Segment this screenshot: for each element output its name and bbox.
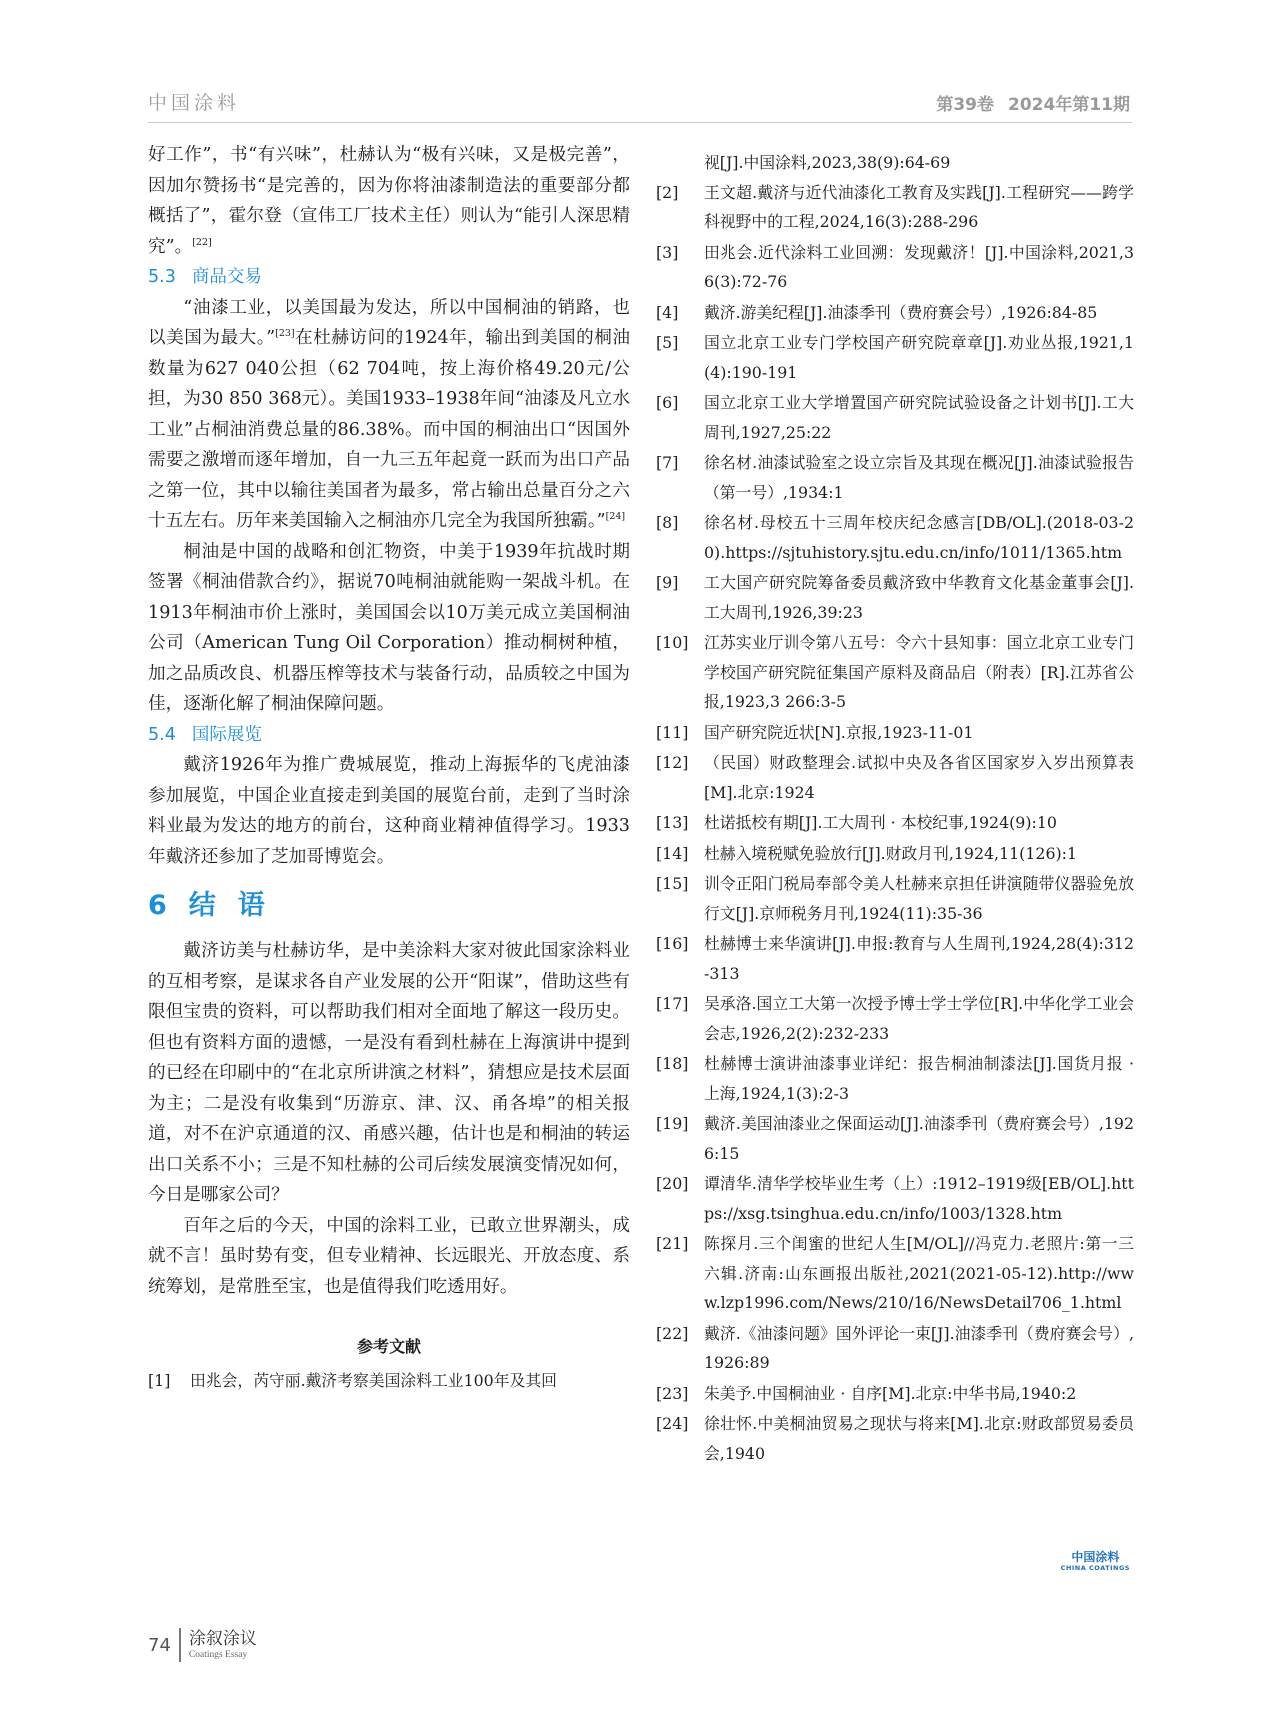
- page-number: 74: [148, 1634, 171, 1656]
- reference-item: [17] 吴承洛.国立工大第一次授予博士学士学位[R].中华化学工业会会志,1926,2(2):232-233: [656, 994, 1134, 1043]
- reference-item: [9] 工大国产研究院筹备委员戴济致中华教育文化基金董事会[J].工大周刊,1926,39:23: [656, 573, 1134, 622]
- reference-item: [11] 国产研究院近状[N].京报,1923-11-01: [656, 722, 974, 742]
- paragraph: “油漆工业，以美国最为发达，所以中国桐油的销路，也以美国为最大。”[23]在杜赫访问的1924年，输出到美国的桐油数量为627 040公担（62 704吨，按上海价格49.20元/公担，为30 850 368元）。美国1933–1938年间“油漆及凡立水工业”占桐油消费总量的86.38%。而中国的桐油出口“因国外需要之激增而逐年增加，自一九三五年起竟一跃而为出口产品之第一位，其中以输往美国者为最多，常占输出总量百分之六十五左右。历年来美国输入之桐油亦几完全为我国所独霸。”[24]: [148, 297, 630, 531]
- citation: [22]: [192, 236, 212, 248]
- reference-item: [14] 杜赫入境税赋免验放行[J].财政月刊,1924,11(126):1: [656, 843, 1078, 863]
- paragraph: 好工作”，书“有兴味”，杜赫认为“极有兴味，又是极完善”，因加尔赞扬书“是完善的，因为你将油漆制造法的重要部分都概括了”，霍尔登（宣伟工厂技术主任）则认为“能引人深思精究”。[22]: [148, 145, 630, 257]
- reference-item: [22] 戴济.《油漆问题》国外评论一束[J].油漆季刊（费府赛会号）,1926:89: [656, 1323, 1134, 1372]
- reference-item: [8] 徐名材.母校五十三周年校庆纪念感言[DB/OL].(2018-03-20).https://sjtuhistory.sjtu.edu.cn/info/1011/1365.htm: [656, 513, 1134, 562]
- right-column: [656, 148, 1134, 1469]
- china-coatings-logo: 中国涂料 CHINA COATINGS: [1060, 1550, 1130, 1572]
- reference-item: [21] 陈探月.三个闺蜜的世纪人生[M/OL]//冯克力.老照片:第一三六辑.济南:山东画报出版社,2021(2021-05-12).http://www.lzp1996.com/News/210/16/NewsDetail706_1.html: [656, 1234, 1134, 1312]
- journal-name: 中国涂料: [148, 92, 241, 114]
- section-heading-6: 6 结语: [148, 890, 287, 921]
- reference-item: [10] 江苏实业厅训令第八五号：令六十县知事：国立北京工业专门学校国产研究院征集国产原料及商品启（附表）[R].江苏省公报,1923,3 266:3-5: [656, 633, 1134, 711]
- references-title: 参考文献: [356, 1337, 421, 1356]
- reference-item: [13] 杜诺抵校有期[J].工大周刊 · 本校纪事,1924(9):10: [656, 813, 1057, 832]
- left-column: [148, 140, 630, 1396]
- column-title: 涂叙涂议 Coatings Essay: [188, 1629, 257, 1660]
- reference-item: [24] 徐壮怀.中美桐油贸易之现状与将来[M].北京:财政部贸易委员会,1940: [656, 1414, 1134, 1463]
- section-heading-5-4: 5.4 国际展览: [148, 724, 262, 745]
- reference-item: [4] 戴济.游美纪程[J].油漆季刊（费府赛会号）,1926:84-85: [656, 302, 1098, 322]
- reference-item: [6] 国立北京工业大学增置国产研究院试验设备之计划书[J].工大周刊,1927,25:22: [656, 393, 1134, 442]
- reference-item: [5] 国立北京工业专门学校国产研究院章章[J].劝业丛报,1921,1(4):190-191: [656, 333, 1134, 382]
- header-divider: [148, 122, 1132, 123]
- reference-item: [20] 谭清华.清华学校毕业生考（上）:1912–1919级[EB/OL].https://xsg.tsinghua.edu.cn/info/1003/1328.htm: [656, 1174, 1134, 1223]
- reference-item: [1] 田兆会，芮守丽.戴济考察美国涂料工业100年及其回: [148, 1371, 557, 1390]
- reference-item: [19] 戴济.美国油漆业之保面运动[J].油漆季刊（费府赛会号）,1926:15: [656, 1114, 1134, 1163]
- paragraph: 桐油是中国的战略和创汇物资，中美于1939年抗战时期签署《桐油借款合约》，据说70吨桐油就能购一架战斗机。在1913年桐油市价上涨时，美国国会以10万美元成立美国桐油公司（American Tung Oil Corporation）推动桐树种植，加之品质改良、机器压榨等技术与装备行动，品质较之中国为佳，逐渐化解了桐油保障问题。: [148, 541, 630, 714]
- reference-item: [7] 徐名材.油漆试验室之设立宗旨及其现在概况[J].油漆试验报告（第一号）,1934:1: [656, 453, 1134, 502]
- paragraph: 百年之后的今天，中国的涂料工业，已敢立世界潮头，成就不言！虽时势有变，但专业精神、长远眼光、开放态度、系统筹划，是常胜至宝，也是值得我们吃透用好。: [148, 1215, 630, 1297]
- reference-item: [3] 田兆会.近代涂料工业回溯：发现戴济！[J].中国涂料,2021,36(3):72-76: [656, 242, 1134, 291]
- paragraph: 戴济访美与杜赫访华，是中美涂料大家对彼此国家涂料业的互相考察，是谋求各自产业发展的公开“阳谋”，借助这些有限但宝贵的资料，可以帮助我们相对全面地了解这一段历史。但也有资料方面的遗憾，一是没有看到杜赫在上海演讲中提到的已经在印刷中的“在北京所讲演之材料”，猜想应是技术层面为主；二是没有收集到“历游京、津、汉、甬各埠”的相关报道，对不在沪京通道的汉、甬感兴趣，估计也是和桐油的转运出口关系不小；三是不知杜赫的公司后续发展演变情况如何，今日是哪家公司？: [148, 941, 630, 1205]
- reference-item: [23] 朱美予.中国桐油业 · 自序[M].北京:中华书局,1940:2: [656, 1383, 1077, 1403]
- citation: [24]: [605, 511, 626, 523]
- paragraph: 戴济1926年为推广费城展览，推动上海振华的飞虎油漆参加展览，中国企业直接走到美国的展览台前，走到了当时涂料业最为发达的地方的前台，这种商业精神值得学习。1933年戴济还参加了芝加哥博览会。: [148, 755, 630, 867]
- reference-continuation: 视[J].中国涂料,2023,38(9):64-69: [704, 153, 951, 172]
- reference-item: [15] 训令正阳门税局奉部令美人杜赫来京担任讲演随带仪器验免放行文[J].京师税务月刊,1924(11):35-36: [656, 874, 1134, 923]
- issue-label: 2024年第11期: [1008, 95, 1130, 115]
- page-footer: [148, 1628, 257, 1662]
- reference-item: [18] 杜赫博士演讲油漆事业详纪：报告桐油制漆法[J].国货月报 · 上海,1924,1(3):2-3: [656, 1054, 1134, 1103]
- reference-list: [656, 178, 1134, 1469]
- footer-divider: [179, 1628, 181, 1662]
- reference-item: [2] 王文超.戴济与近代油漆化工教育及实践[J].工程研究——跨学科视野中的工程,2024,16(3):288-296: [656, 182, 1134, 231]
- issue-info: [936, 90, 1130, 115]
- section-heading-5-3: 5.3 商品交易: [148, 267, 262, 287]
- citation: [23]: [275, 328, 295, 340]
- volume-label: 第39卷: [936, 95, 995, 115]
- reference-item: [16] 杜赫博士来华演讲[J].申报:教育与人生周刊,1924,28(4):312-313: [656, 934, 1134, 983]
- reference-item: [12] （民国）财政整理会.试拟中央及各省区国家岁入岁出预算表[M].北京:1924: [656, 753, 1134, 802]
